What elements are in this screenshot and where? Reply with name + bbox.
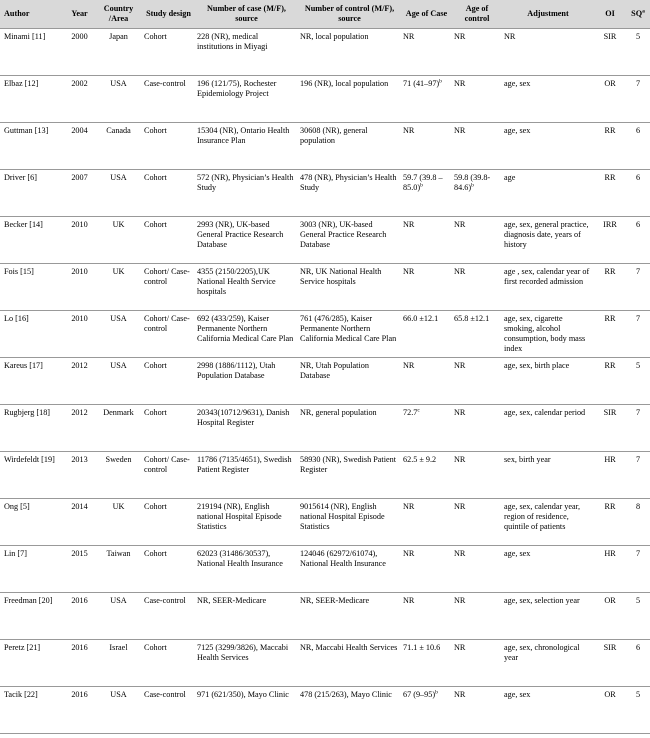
cell-controls: NR, Utah Population Database	[300, 360, 369, 380]
age-case-value: 72.7	[403, 407, 418, 417]
table-row	[0, 263, 650, 310]
cell-age-control	[452, 545, 502, 592]
cell-year: 2015	[71, 548, 88, 558]
cell-age-case	[401, 404, 452, 451]
cell-sq: 5	[635, 31, 641, 41]
cell-controls: 58930 (NR), Swedish Patient Register	[300, 454, 396, 474]
cell-author: Rugbjerg [18]	[4, 407, 51, 417]
table-row	[0, 169, 650, 216]
cell-age-case	[401, 216, 452, 263]
cell-sq: 6	[635, 219, 641, 229]
table-body	[0, 28, 650, 733]
cell-controls: NR, SEER-Medicare	[300, 595, 370, 605]
age-control-value: NR	[454, 642, 466, 652]
age-control-value: NR	[454, 125, 466, 135]
age-case-footnote: c	[417, 406, 420, 413]
cell-study-design: Case-control	[144, 595, 186, 605]
cell-cases: 4355 (2150/2205),UK National Health Service hospitals	[197, 266, 276, 296]
cell-oi: HR	[604, 548, 616, 558]
cell-age-case	[401, 357, 452, 404]
cell-study-design: Cohort	[144, 125, 167, 135]
cell-controls: 196 (NR), local population	[300, 78, 389, 88]
cell-age-case	[401, 451, 452, 498]
cell-oi: RR	[604, 313, 616, 323]
cell-age-control	[452, 263, 502, 310]
age-case-value: NR	[403, 548, 415, 558]
cell-author: Lin [7]	[4, 548, 27, 558]
cell-age-case	[401, 545, 452, 592]
table-header-row	[0, 0, 650, 28]
cell-sq: 7	[635, 454, 641, 464]
cell-year: 2013	[71, 454, 88, 464]
cell-country: USA	[110, 172, 127, 182]
cell-country: Canada	[106, 125, 131, 135]
cell-oi: HR	[604, 454, 616, 464]
cell-oi: RR	[604, 172, 616, 182]
cell-sq: 6	[635, 125, 641, 135]
cell-adjustment: age, sex, cigarette smoking, alcohol consumption, body mass index	[504, 313, 586, 353]
cell-adjustment: age, sex, general practice, diagnosis date, years of history	[504, 219, 589, 249]
cell-oi: SIR	[603, 407, 617, 417]
cell-study-design: Cohort	[144, 360, 167, 370]
cell-sq: 5	[635, 595, 641, 605]
age-control-value: NR	[454, 501, 466, 511]
cell-adjustment: age, sex, calendar year, region of residence, quintile of patients	[504, 501, 581, 531]
cell-controls: NR, local population	[300, 31, 369, 41]
cell-cases: NR, SEER-Medicare	[197, 595, 267, 605]
cell-adjustment: age, sex, selection year	[504, 595, 580, 605]
cell-author: Driver [6]	[4, 172, 37, 182]
age-control-value: NR	[454, 219, 466, 229]
cell-study-design: Case-control	[144, 78, 186, 88]
age-control-footnote: b	[471, 181, 474, 188]
table-row	[0, 122, 650, 169]
cell-country: Sweden	[105, 454, 132, 464]
cell-author: Elbaz [12]	[4, 78, 39, 88]
cell-study-design: Cohort	[144, 642, 167, 652]
age-case-value: NR	[403, 266, 415, 276]
cell-age-control	[452, 592, 502, 639]
cell-cases: 15304 (NR), Ontario Health Insurance Plan	[197, 125, 290, 145]
cell-country: Israel	[109, 642, 128, 652]
age-control-value: NR	[454, 31, 466, 41]
cell-controls: 30608 (NR), general population	[300, 125, 368, 145]
cell-country: USA	[110, 360, 127, 370]
cell-controls: 124046 (62972/61074), National Health Insurance	[300, 548, 386, 568]
cell-year: 2000	[71, 31, 88, 41]
age-case-footnote: b	[439, 77, 442, 84]
cell-sq: 7	[635, 548, 641, 558]
cell-age-case	[401, 686, 452, 733]
age-case-value: NR	[403, 595, 415, 605]
cell-sq: 7	[635, 407, 641, 417]
cell-oi: SIR	[603, 642, 617, 652]
cell-adjustment: age, sex, birth place	[504, 360, 570, 370]
cell-controls: NR, general population	[300, 407, 377, 417]
cell-sq: 7	[635, 78, 641, 88]
cell-adjustment: age, sex	[504, 78, 531, 88]
cell-age-case	[401, 592, 452, 639]
cell-age-control	[452, 169, 502, 216]
cell-adjustment: age, sex, calendar period	[504, 407, 586, 417]
cell-age-control	[452, 310, 502, 357]
header-cases: Number of case (M/F), source	[195, 0, 298, 28]
cell-country: Taiwan	[106, 548, 131, 558]
cell-adjustment: age , sex, calendar year of first recorded admission	[504, 266, 590, 286]
age-control-value: NR	[454, 689, 466, 699]
header-oi: OI	[594, 0, 626, 28]
cell-cases: 20343(10712/9631), Danish Hospital Register	[197, 407, 290, 427]
cell-year: 2016	[71, 595, 88, 605]
cell-author: Lo [16]	[4, 313, 29, 323]
cell-age-control	[452, 451, 502, 498]
cell-cases: 572 (NR), Physician’s Health Study	[197, 172, 294, 192]
age-case-value: 67 (9–95)	[403, 689, 436, 699]
cell-author: Guttman [13]	[4, 125, 49, 135]
header-author: Author	[0, 0, 64, 28]
cell-age-control	[452, 28, 502, 75]
cell-sq: 7	[635, 313, 641, 323]
cell-author: Tacik [22]	[4, 689, 38, 699]
table-row	[0, 639, 650, 686]
cell-study-design: Cohort/ Case-control	[144, 454, 190, 474]
cell-age-case	[401, 263, 452, 310]
cell-year: 2004	[71, 125, 88, 135]
age-control-value: NR	[454, 407, 466, 417]
cell-adjustment: NR	[504, 31, 516, 41]
age-case-value: 59.7 (39.8 –85.0)	[403, 172, 443, 192]
age-case-value: 71 (41–97)	[403, 78, 440, 88]
header-country: Country /Area	[95, 0, 142, 28]
cell-age-control	[452, 357, 502, 404]
cell-oi: OR	[604, 595, 616, 605]
header-age-case: Age of Case	[401, 0, 452, 28]
cell-age-case	[401, 75, 452, 122]
cell-oi: IRR	[603, 219, 617, 229]
cell-adjustment: age	[504, 172, 516, 182]
age-control-value: NR	[454, 78, 466, 88]
cell-sq: 6	[635, 642, 641, 652]
age-case-value: NR	[403, 501, 415, 511]
cell-sq: 8	[635, 501, 641, 511]
cell-cases: 62023 (31486/30537), National Health Insurance	[197, 548, 283, 568]
cell-age-case	[401, 28, 452, 75]
age-control-value: NR	[454, 595, 466, 605]
cell-cases: 971 (621/350), Mayo Clinic	[197, 689, 289, 699]
cell-age-control	[452, 122, 502, 169]
cell-sq: 5	[635, 689, 641, 699]
header-controls: Number of control (M/F), source	[298, 0, 401, 28]
cell-year: 2010	[71, 266, 88, 276]
cell-year: 2007	[71, 172, 88, 182]
age-control-value: NR	[454, 266, 466, 276]
cell-oi: RR	[604, 266, 616, 276]
cell-age-control	[452, 498, 502, 545]
table-row	[0, 310, 650, 357]
cell-controls: 9015614 (NR), English national Hospital Episode Statistics	[300, 501, 385, 531]
cell-age-case	[401, 122, 452, 169]
cell-year: 2016	[71, 642, 88, 652]
cell-study-design: Cohort	[144, 219, 167, 229]
table-row	[0, 75, 650, 122]
age-control-value: 65.8 ±12.1	[454, 313, 490, 323]
cell-controls: NR, UK National Health Service hospitals	[300, 266, 382, 286]
cell-adjustment: age, sex, chronological year	[504, 642, 580, 662]
header-sq-text: SQ	[631, 8, 643, 18]
cell-oi: RR	[604, 501, 616, 511]
cell-author: Peretz [21]	[4, 642, 41, 652]
cell-author: Becker [14]	[4, 219, 43, 229]
cell-cases: 7125 (3299/3826), Maccabi Health Services	[197, 642, 289, 662]
cell-oi: RR	[604, 125, 616, 135]
age-control-value: 59.8 (39.8- 84.6)	[454, 172, 491, 192]
table-row	[0, 357, 650, 404]
age-case-value: 71.1 ± 10.6	[403, 642, 441, 652]
cell-year: 2016	[71, 689, 88, 699]
table-row	[0, 216, 650, 263]
cell-author: Wirdefeldt [19]	[4, 454, 55, 464]
cell-study-design: Cohort	[144, 172, 167, 182]
age-case-footnote: b	[420, 181, 423, 188]
cell-age-control	[452, 404, 502, 451]
header-year: Year	[64, 0, 95, 28]
cell-age-control	[452, 75, 502, 122]
cell-country: Denmark	[103, 407, 134, 417]
table-row	[0, 545, 650, 592]
cell-year: 2002	[71, 78, 88, 88]
header-age-control: Age of control	[452, 0, 502, 28]
cell-study-design: Cohort	[144, 548, 167, 558]
cell-age-case	[401, 310, 452, 357]
cell-sq: 5	[635, 360, 641, 370]
cell-adjustment: sex, birth year	[504, 454, 551, 464]
cell-author: Freedman [20]	[4, 595, 53, 605]
header-sq-footnote: a	[642, 8, 645, 15]
age-case-value: NR	[403, 219, 415, 229]
cell-adjustment: age, sex	[504, 548, 531, 558]
cell-author: Ong [5]	[4, 501, 30, 511]
cell-cases: 219194 (NR), English national Hospital Episode Statistics	[197, 501, 282, 531]
header-study-design: Study design	[142, 0, 195, 28]
cell-controls: 478 (NR), Physician’s Health Study	[300, 172, 397, 192]
cell-study-design: Cohort	[144, 407, 167, 417]
cell-age-control	[452, 216, 502, 263]
age-control-value: NR	[454, 548, 466, 558]
cell-country: UK	[112, 266, 125, 276]
age-case-value: NR	[403, 360, 415, 370]
table-row	[0, 404, 650, 451]
cell-oi: SIR	[603, 31, 617, 41]
cell-year: 2010	[71, 219, 88, 229]
cell-age-control	[452, 686, 502, 733]
cell-author: Minami [11]	[4, 31, 46, 41]
cell-study-design: Cohort/ Case-control	[144, 266, 190, 286]
cell-oi: RR	[604, 360, 616, 370]
cell-adjustment: age, sex	[504, 125, 531, 135]
cell-study-design: Case-control	[144, 689, 186, 699]
cell-age-case	[401, 498, 452, 545]
cell-cases: 196 (121/75), Rochester Epidemiology Project	[197, 78, 277, 98]
age-case-value: NR	[403, 125, 415, 135]
cell-age-control	[452, 639, 502, 686]
cell-controls: 761 (476/285), Kaiser Permanente Northern California Medical Care Plan	[300, 313, 397, 343]
cell-controls: NR, Maccabi Health Services	[300, 642, 398, 652]
cell-country: USA	[110, 595, 127, 605]
cell-year: 2012	[71, 360, 88, 370]
cell-country: USA	[110, 78, 127, 88]
cell-cases: 692 (433/259), Kaiser Permanente Northern California Medical Care Plan	[197, 313, 294, 343]
cell-study-design: Cohort	[144, 501, 167, 511]
cell-age-case	[401, 169, 452, 216]
header-adjustment: Adjustment	[502, 0, 594, 28]
table-row	[0, 451, 650, 498]
cell-oi: OR	[604, 78, 616, 88]
cell-country: UK	[112, 219, 125, 229]
age-case-value: 62.5 ± 9.2	[403, 454, 437, 464]
age-case-value: 66.0 ±12.1	[403, 313, 439, 323]
cell-year: 2012	[71, 407, 88, 417]
cell-cases: 2993 (NR), UK-based General Practice Research Database	[197, 219, 284, 249]
cell-controls: 478 (215/263), Mayo Clinic	[300, 689, 392, 699]
cell-adjustment: age, sex	[504, 689, 531, 699]
table-row	[0, 686, 650, 733]
cell-year: 2010	[71, 313, 88, 323]
cell-country: Japan	[109, 31, 128, 41]
age-control-value: NR	[454, 454, 466, 464]
cell-author: Fois [15]	[4, 266, 34, 276]
age-control-value: NR	[454, 360, 466, 370]
cell-age-case	[401, 639, 452, 686]
cell-study-design: Cohort	[144, 31, 167, 41]
cell-country: USA	[110, 313, 127, 323]
cell-controls: 3003 (NR), UK-based General Practice Research Database	[300, 219, 387, 249]
cell-study-design: Cohort/ Case-control	[144, 313, 190, 333]
cell-cases: 228 (NR), medical institutions in Miyagi	[197, 31, 268, 51]
cell-author: Kareus [17]	[4, 360, 43, 370]
cell-year: 2014	[71, 501, 88, 511]
cell-cases: 11786 (7135/4651), Swedish Patient Register	[197, 454, 292, 474]
cell-oi: OR	[604, 689, 616, 699]
cell-sq: 7	[635, 266, 641, 276]
cell-cases: 2998 (1886/1112), Utah Population Database	[197, 360, 276, 380]
age-case-value: NR	[403, 31, 415, 41]
table-row	[0, 498, 650, 545]
age-case-footnote: b	[435, 688, 438, 695]
table-row	[0, 28, 650, 75]
table-row	[0, 592, 650, 639]
cell-country: USA	[110, 689, 127, 699]
header-sq	[626, 0, 650, 28]
cell-sq: 6	[635, 172, 641, 182]
cell-country: UK	[112, 501, 125, 511]
